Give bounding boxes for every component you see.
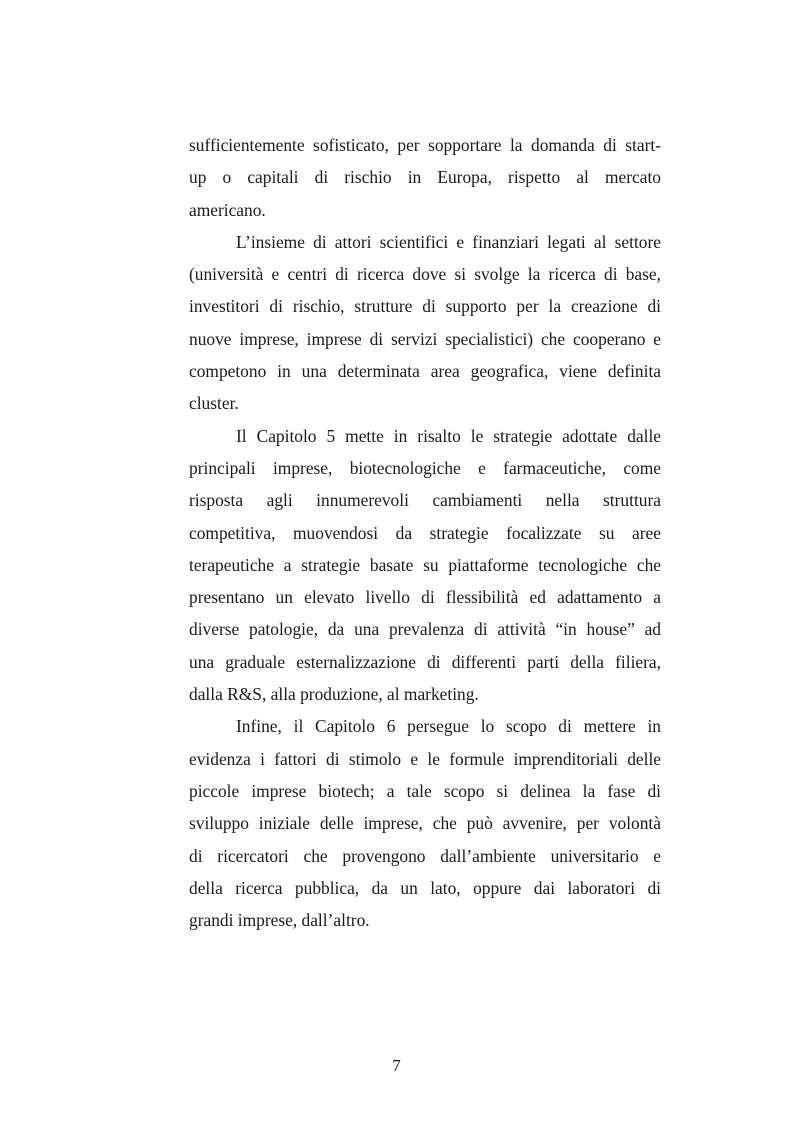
text-line: up o capitali di rischio in Europa, rispetto al mercato bbox=[189, 167, 661, 188]
text-line: risposta agli innumerevoli cambiamenti nella struttura bbox=[189, 490, 661, 511]
text-line: sufficientemente sofisticato, per sopportare la domanda di start- bbox=[189, 135, 661, 155]
text-line: diverse patologie, da una prevalenza di attività “in house” ad bbox=[189, 619, 661, 640]
text-line: competitiva, muovendosi da strategie focalizzate su aree bbox=[189, 522, 661, 543]
paragraph-4 bbox=[189, 710, 661, 936]
text-line: della ricerca pubblica, da un lato, oppure dai laboratori di bbox=[189, 877, 661, 898]
page-number: 7 bbox=[392, 1056, 401, 1075]
paragraph-1 bbox=[189, 129, 661, 226]
text-line: americano. bbox=[189, 199, 266, 220]
text-line: grandi imprese, dall’altro. bbox=[189, 910, 370, 931]
text-line: competono in una determinata area geografica, viene definita bbox=[189, 361, 661, 382]
text-line: (università e centri di ricerca dove si svolge la ricerca di base, bbox=[189, 264, 661, 285]
text-line: Il Capitolo 5 mette in risalto le strategie adottate dalle bbox=[236, 425, 661, 446]
paragraph-3 bbox=[189, 420, 661, 711]
paragraph-2 bbox=[189, 226, 661, 420]
text-line: una graduale esternalizzazione di differenti parti della filiera, bbox=[189, 651, 661, 672]
text-line: L’insieme di attori scientifici e finanziari legati al settore bbox=[236, 231, 661, 252]
text-line: Infine, il Capitolo 6 persegue lo scopo di mettere in bbox=[236, 716, 661, 737]
text-line: di ricercatori che provengono dall’ambiente universitario e bbox=[189, 845, 661, 866]
body-text bbox=[189, 129, 661, 936]
text-line: sviluppo iniziale delle imprese, che può avvenire, per volontà bbox=[189, 813, 661, 834]
text-line: investitori di rischio, strutture di supporto per la creazione di bbox=[189, 296, 661, 317]
text-line: cluster. bbox=[189, 393, 239, 414]
text-line: evidenza i fattori di stimolo e le formule imprenditoriali delle bbox=[189, 748, 661, 769]
text-line: terapeutiche a strategie basate su piattaforme tecnologiche che bbox=[189, 554, 661, 575]
text-line: piccole imprese biotech; a tale scopo si delinea la fase di bbox=[189, 780, 661, 801]
text-line: nuove imprese, imprese di servizi specialistici) che cooperano e bbox=[189, 328, 661, 349]
text-line: principali imprese, biotecnologiche e farmaceutiche, come bbox=[189, 457, 661, 478]
text-line: presentano un elevato livello di flessibilità ed adattamento a bbox=[189, 587, 661, 608]
text-line: dalla R&S, alla produzione, al marketing. bbox=[189, 684, 479, 705]
